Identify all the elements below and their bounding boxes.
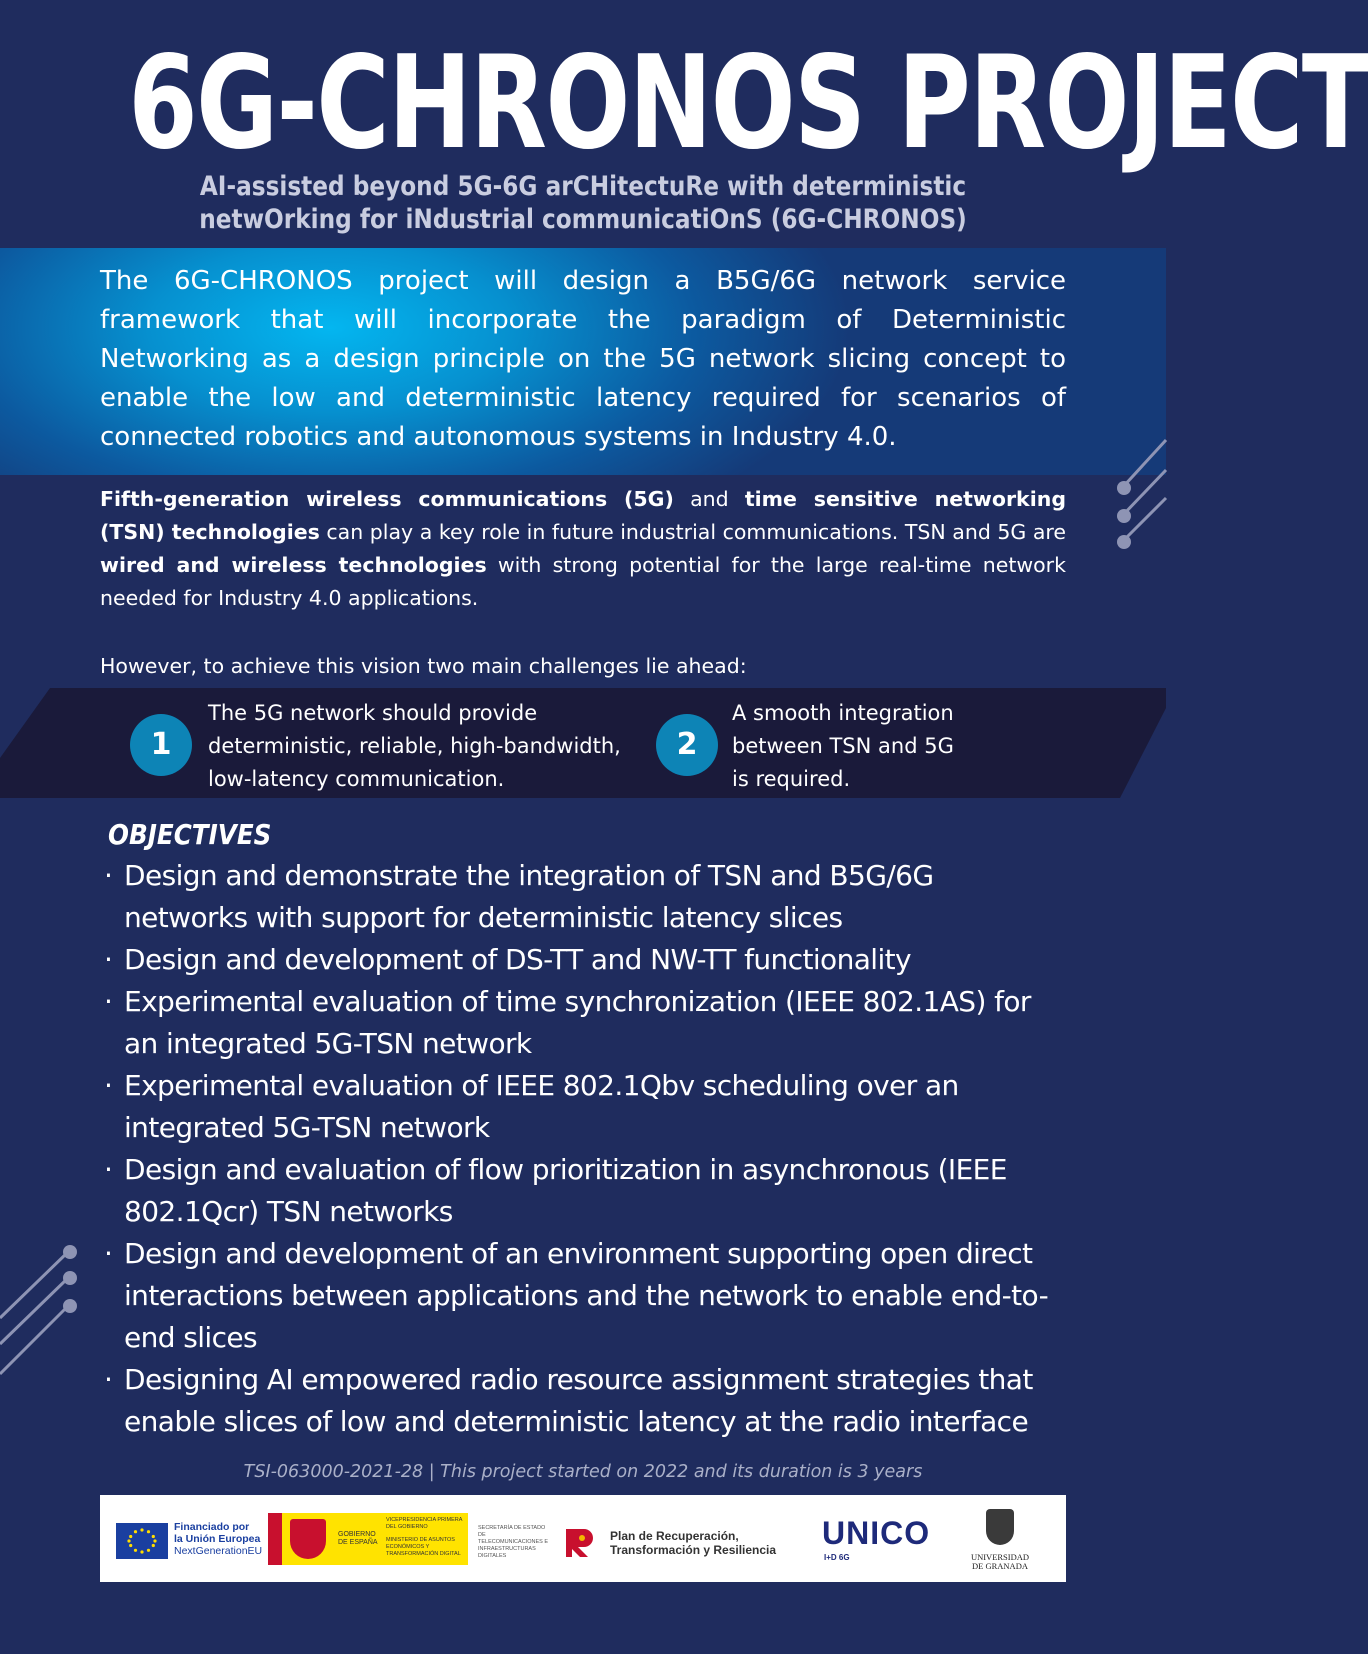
challenges-lead: However, to achieve this vision two main challenges lie ahead: bbox=[100, 654, 747, 678]
bullet-icon: · bbox=[104, 985, 113, 1018]
page-subtitle bbox=[0, 170, 1166, 236]
bullet-icon: · bbox=[104, 859, 113, 892]
bullet-icon: · bbox=[104, 943, 113, 976]
intro-text-3: with strong potential for the large real-time network needed for Industry 4.0 applications. bbox=[100, 553, 1066, 610]
bullet-icon: · bbox=[104, 1069, 113, 1102]
prtr-line-1: Plan de Recuperación, bbox=[610, 1529, 739, 1543]
project-reference-note: TSI-063000-2021-28 | This project started on 2022 and its duration is 3 years bbox=[243, 1462, 923, 1482]
gov-red-stripe bbox=[268, 1513, 282, 1565]
objective-text: Experimental evaluation of time synchronization (IEEE 802.1AS) for an integrated 5G-TSN network bbox=[124, 985, 1031, 1060]
intro-bold-3: wired and wireless technologies bbox=[100, 553, 487, 577]
eu-flag-icon bbox=[116, 1523, 168, 1559]
intro-bold-2: time sensitive networking (TSN) technologies bbox=[100, 487, 1066, 544]
challenge-text-1 bbox=[208, 697, 621, 796]
challenge-1-line-1: The 5G network should provide bbox=[208, 701, 538, 725]
bullet-icon: · bbox=[104, 1237, 113, 1270]
intro-paragraph bbox=[100, 483, 1066, 615]
objective-item bbox=[104, 1149, 1064, 1233]
objective-text: Design and development of DS-TT and NW-TT functionality bbox=[124, 943, 911, 976]
intro-text-1: and bbox=[673, 487, 745, 511]
objective-item bbox=[104, 981, 1064, 1065]
challenge-2-line-2: between TSN and 5G bbox=[732, 734, 954, 758]
challenge-1-line-3: low-latency communication. bbox=[208, 767, 505, 791]
ministry-labels bbox=[386, 1517, 466, 1558]
subtitle-line-1: AI-assisted beyond 5G-6G arCHitectuRe with deterministic bbox=[199, 171, 967, 202]
challenge-number-2: 2 bbox=[656, 714, 718, 776]
eu-funding-label bbox=[174, 1521, 262, 1557]
ugr-line-1: UNIVERSIDAD bbox=[970, 1552, 1030, 1562]
network-lines-icon bbox=[1100, 440, 1166, 560]
objective-text: Design and development of an environment supporting open direct interactions between applications and the network to enable end-to-end slices bbox=[124, 1237, 1049, 1354]
challenge-text-2 bbox=[732, 697, 954, 796]
spain-shield-icon bbox=[290, 1519, 326, 1559]
challenge-2-line-1: A smooth integration bbox=[732, 701, 954, 725]
eu-line-3: NextGenerationEU bbox=[174, 1545, 263, 1557]
network-lines-icon bbox=[0, 1240, 80, 1380]
objective-text: Experimental evaluation of IEEE 802.1Qbv scheduling over an integrated 5G-TSN network bbox=[124, 1069, 959, 1144]
objectives-list bbox=[104, 855, 1064, 1443]
subtitle-line-2: netwOrking for iNdustrial communicatiOnS (6G-CHRONOS) bbox=[199, 204, 967, 235]
objectives-heading: OBJECTIVES bbox=[108, 818, 272, 851]
challenge-number-1: 1 bbox=[130, 714, 192, 776]
eu-stars-icon bbox=[116, 1523, 168, 1559]
vice-label: VICEPRESIDENCIA PRIMERA DEL GOBIERNO bbox=[386, 1517, 463, 1530]
bullet-icon: · bbox=[104, 1363, 113, 1396]
prtr-line-2: Transformación y Resiliencia bbox=[610, 1543, 777, 1557]
spain-government-logo bbox=[268, 1513, 468, 1565]
bullet-icon: · bbox=[104, 1153, 113, 1186]
ugr-label bbox=[960, 1553, 1040, 1571]
objective-text: Design and demonstrate the integration of TSN and B5G/6G networks with support for deterministic latency slices bbox=[124, 859, 934, 934]
ugr-crest-icon bbox=[986, 1509, 1014, 1545]
ministry-label: MINISTERIO DE ASUNTOS ECONÓMICOS Y TRANSFORMACIÓN DIGITAL bbox=[386, 1537, 461, 1557]
objective-text: Designing AI empowered radio resource assignment strategies that enable slices of low and deterministic latency at the radio interface bbox=[124, 1363, 1033, 1438]
challenge-1-line-2: deterministic, reliable, high-bandwidth, bbox=[208, 734, 621, 758]
funding-logos-strip bbox=[100, 1495, 1066, 1582]
page-title: 6G-CHRONOS PROJECT bbox=[128, 29, 1368, 178]
objective-item bbox=[104, 939, 1064, 981]
objective-item bbox=[104, 855, 1064, 939]
prtr-label bbox=[610, 1529, 776, 1557]
summary-text: The 6G-CHRONOS project will design a B5G/6G network service framework that will incorporate the paradigm of Deterministic Networking as a design principle on the 5G network slicing concept to enable the low and deterministic latency required for scenarios of connected robotics and autonomous systems in Industry 4.0. bbox=[100, 266, 1066, 452]
ugr-line-2: DE GRANADA bbox=[972, 1561, 1028, 1571]
unico-sub-label: I+D 6G bbox=[824, 1553, 850, 1562]
objective-item bbox=[104, 1359, 1064, 1443]
prtr-logo-icon bbox=[562, 1523, 602, 1563]
objective-item bbox=[104, 1233, 1064, 1359]
objective-text: Design and evaluation of flow prioritization in asynchronous (IEEE 802.1Qcr) TSN networks bbox=[124, 1153, 1007, 1228]
intro-bold-1: Fifth-generation wireless communications (5G) bbox=[100, 487, 674, 511]
unico-logo: UNICO bbox=[822, 1515, 931, 1551]
objective-item bbox=[104, 1065, 1064, 1149]
challenge-2-line-3: is required. bbox=[732, 767, 851, 791]
eu-line-1: Financiado por bbox=[174, 1521, 250, 1533]
eu-line-2: la Unión Europea bbox=[174, 1533, 261, 1545]
intro-text-2: can play a key role in future industrial communications. TSN and 5G are bbox=[319, 520, 1066, 544]
secretaria-label: SECRETARÍA DE ESTADO DE TELECOMUNICACIONES E INFRAESTRUCTURAS DIGITALES bbox=[478, 1525, 548, 1559]
gov-label: GOBIERNO DE ESPAÑA bbox=[338, 1531, 378, 1546]
